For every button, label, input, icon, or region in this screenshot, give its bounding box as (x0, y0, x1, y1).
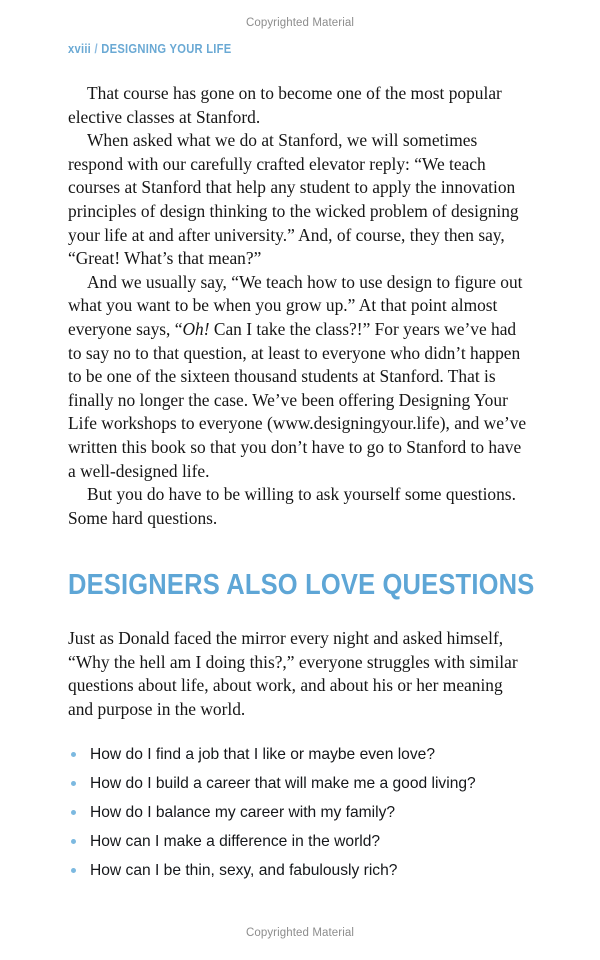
running-head-separator: / (94, 41, 98, 56)
paragraph-4: But you do have to be willing to ask yourself some questions. Some hard questions. (68, 484, 516, 528)
running-head (68, 41, 231, 56)
copyright-watermark-bottom: Copyrighted Material (245, 927, 355, 939)
bullet-dot-icon (71, 781, 76, 786)
bullet-dot-icon (71, 752, 76, 757)
list-item (68, 802, 538, 823)
body-content (68, 82, 532, 530)
list-item (68, 831, 538, 852)
copyright-watermark-top: Copyrighted Material (245, 17, 355, 29)
question-text: How do I balance my career with my family? (90, 804, 396, 821)
list-item (68, 744, 538, 765)
paragraph-1: That course has gone on to become one of the most popular elective classes at Stanford. (68, 83, 502, 127)
paragraph-3-segment-b: Can I take the class?!” For years we’ve had to say no to that question, at least to everyone who didn’t happen to be one of the sixteen thousand students at Stanford. That is finally no longer the case. We’ve been offering Designing Your Life workshops to everyone (www.designingyour.life), and we’ve written this book so that you don’t have to go to Stanford to have a well-designed life. (68, 318, 527, 481)
running-head-title: DESIGNING YOUR LIFE (101, 41, 232, 56)
paragraph-2: When asked what we do at Stanford, we will sometimes respond with our carefully crafted elevator reply: “We teach courses at Stanford that help any student to apply the innovation principles of design thinking to the wicked problem of designing your life at and after university.” And, of course, they then say, “Great! What’s that mean?” (68, 130, 519, 269)
paragraph-3-emphasis: Oh! (182, 318, 210, 339)
page-folio: xviii (68, 41, 92, 56)
section-intro-paragraph: Just as Donald faced the mirror every night and asked himself, “Why the hell am I doing this?,” everyone struggles with similar questions about life, about work, and about his or her meaning and purpose in the world. (68, 628, 518, 719)
question-text: How do I build a career that will make me a good living? (90, 775, 476, 792)
paragraph-3-segment-a: And we usually say, “We teach how to use design to figure out what you want to be when you grow up.” At that point almost everyone says, “ (68, 271, 523, 339)
bullet-dot-icon (71, 868, 76, 873)
list-item (68, 860, 538, 881)
question-text: How do I find a job that I like or maybe even love? (90, 746, 435, 763)
bullet-dot-icon (71, 810, 76, 815)
paragraph-3 (68, 271, 532, 483)
section-heading: DESIGNERS ALSO LOVE QUESTIONS (68, 569, 535, 601)
question-text: How can I make a difference in the world? (90, 833, 381, 850)
bullet-dot-icon (71, 839, 76, 844)
list-item (68, 773, 538, 794)
section-intro (68, 627, 532, 721)
question-list (68, 744, 538, 889)
question-text: How can I be thin, sexy, and fabulously rich? (90, 862, 398, 879)
